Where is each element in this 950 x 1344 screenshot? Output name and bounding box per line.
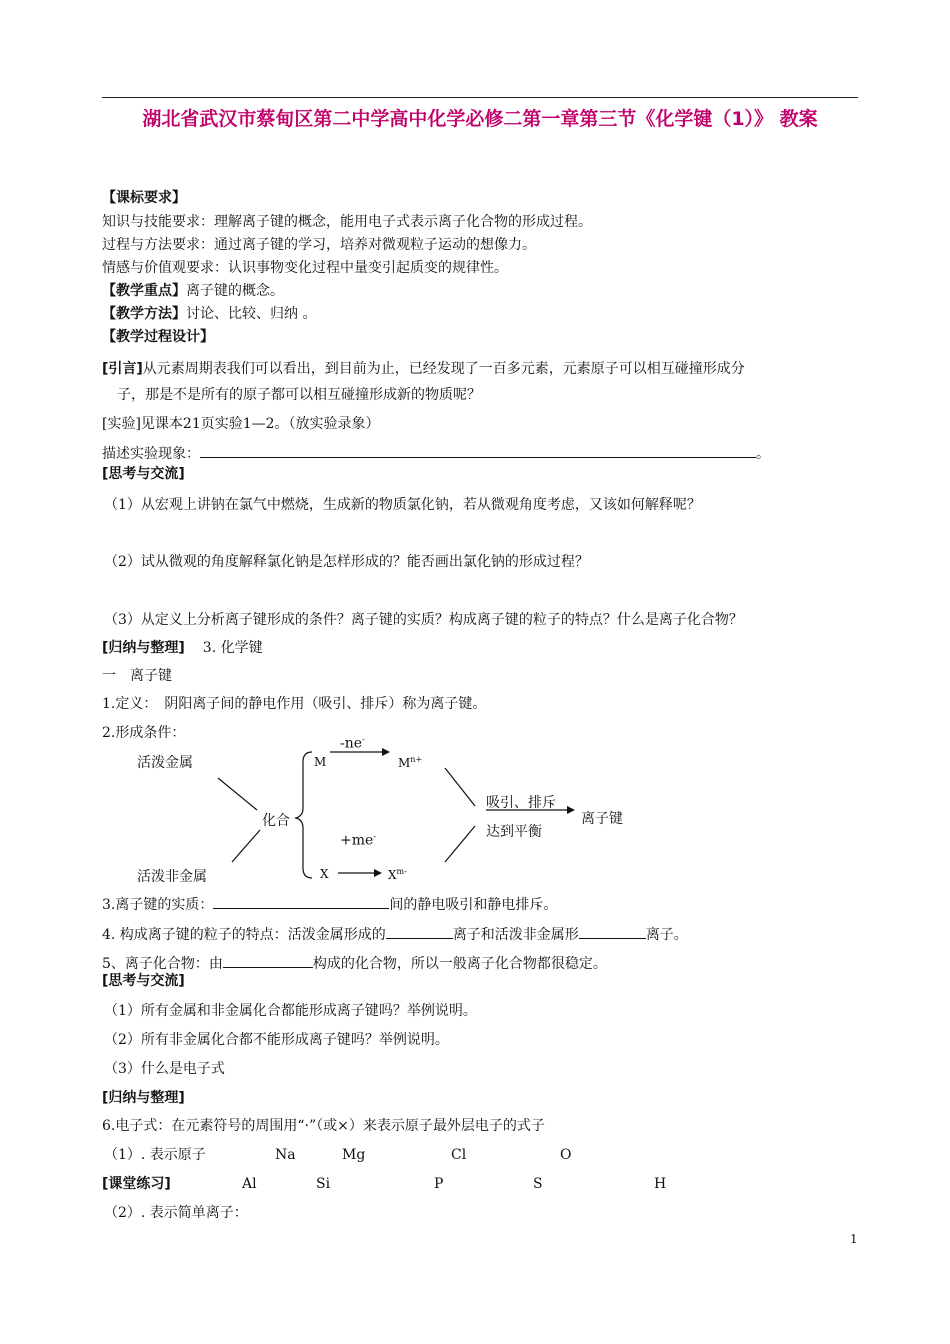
introduction-text: 从元素周期表我们可以看出，到目前为止，已经发现了一百多元素，元素原子可以相互碰撞形成分 xyxy=(142,361,745,377)
process-requirement: 过程与方法要求：通过离子键的学习，培养对微观粒子运动的想像力。 xyxy=(102,237,536,253)
attract-repel-label: 吸引、排斥 xyxy=(486,795,556,811)
symbol-h: H xyxy=(654,1176,667,1192)
nonmetal-connector-line xyxy=(232,830,260,862)
atom-representation-label: （1）. 表示原子 xyxy=(104,1147,206,1163)
gain-electron-sign: - xyxy=(373,832,376,841)
nonmetal-atom-symbol: X xyxy=(320,867,329,881)
question-6: （3）什么是电子式 xyxy=(104,1061,225,1077)
anion-letter: X xyxy=(388,868,397,882)
ionic-compound-blank xyxy=(223,953,313,968)
cation-blank xyxy=(386,924,453,939)
essence-line xyxy=(102,894,557,914)
cation-connector-line xyxy=(445,768,475,806)
question-1: （1）从宏观上讲钠在氯气中燃烧，生成新的物质氯化钠，若从微观角度考虑，又该如何解释呢？ xyxy=(104,497,701,513)
metal-connector-line xyxy=(218,778,257,810)
classroom-practice-heading: [课堂练习] xyxy=(102,1176,171,1192)
think-discuss-heading: [思考与交流] xyxy=(102,466,185,482)
section-process-design: 【教学过程设计】 xyxy=(102,329,214,345)
particle-features-label: 4. 构成离子键的粒子的特点：活泼金属形成的 xyxy=(102,927,386,943)
result-arrowhead xyxy=(567,806,575,814)
question-5: （2）所有非金属化合都不能形成离子键吗？举例说明。 xyxy=(104,1032,449,1048)
equilibrium-label: 达到平衡 xyxy=(486,824,542,840)
symbol-al: Al xyxy=(242,1176,257,1192)
ionic-bond-result-label: 离子键 xyxy=(581,811,623,827)
active-metal-label: 活泼金属 xyxy=(137,755,193,771)
lose-electron-sign: - xyxy=(362,735,365,744)
anion-charge: m- xyxy=(396,867,407,876)
essence-blank xyxy=(213,894,389,909)
cation-letter: M xyxy=(398,756,411,770)
lose-electron-label xyxy=(340,735,365,752)
symbol-mg: Mg xyxy=(342,1147,366,1163)
anion-symbol xyxy=(388,867,407,882)
combine-label: 化合 xyxy=(262,813,290,829)
gain-electron-label xyxy=(340,832,376,849)
question-2: （2）试从微观的角度解释氯化钠是怎样形成的？能否画出氯化钠的形成过程？ xyxy=(104,554,589,570)
symbol-cl: Cl xyxy=(451,1147,467,1163)
formation-conditions-line: 2.形成条件： xyxy=(102,725,186,741)
anion-connector-line xyxy=(445,826,475,862)
symbol-p: P xyxy=(434,1176,444,1192)
ionic-compound-label: 5、离子化合物：由 xyxy=(102,956,223,972)
lose-electron-text: -ne xyxy=(340,735,363,752)
observation-end: 。 xyxy=(756,446,770,462)
essence-label: 3.离子键的实质： xyxy=(102,897,214,913)
electron-formula-definition: 6.电子式：在元素符号的周围用“·”（或×）来表示原子最外层电子的式子 xyxy=(102,1118,545,1134)
symbol-si: Si xyxy=(316,1176,331,1192)
teaching-focus-heading: 【教学重点】 xyxy=(102,283,186,299)
experiment-line: [实验]见课本21页实验1—2。（放实验录象） xyxy=(102,416,380,432)
introduction-heading: [引言] xyxy=(102,361,143,377)
gain-electron-text: +me xyxy=(340,832,374,849)
combine-brace xyxy=(296,752,312,878)
symbol-s: S xyxy=(533,1176,543,1192)
question-4: （1）所有金属和非金属化合都能形成离子键吗？举例说明。 xyxy=(104,1003,477,1019)
particle-features-line xyxy=(102,924,688,944)
particle-features-end: 离子。 xyxy=(645,927,688,943)
knowledge-requirement: 知识与技能要求：理解离子键的概念，能用电子式表示离子化合物的形成过程。 xyxy=(102,214,592,230)
summary-heading: [归纳与整理] xyxy=(102,640,185,656)
anion-blank xyxy=(579,924,646,939)
simple-ion-label: （2）. 表示简单离子： xyxy=(104,1205,248,1221)
cation-charge: n+ xyxy=(410,755,423,764)
ionic-compound-line xyxy=(102,953,607,973)
observation-label: 描述实验现象： xyxy=(102,446,200,462)
introduction-continued: 子，那是不是所有的原子都可以相互碰撞形成新的物质呢？ xyxy=(117,387,481,403)
active-nonmetal-label: 活泼非金属 xyxy=(137,869,207,885)
summary-heading-2: [归纳与整理] xyxy=(102,1090,185,1106)
attitude-requirement: 情感与价值观要求：认识事物变化过程中量变引起质变的规律性。 xyxy=(102,260,508,276)
lose-electron-arrowhead xyxy=(382,748,390,756)
particle-features-middle: 离子和活泼非金属形 xyxy=(452,927,579,943)
essence-text: 间的静电吸引和静电排斥。 xyxy=(389,897,558,913)
teaching-method-text: 讨论、比较、归纳 。 xyxy=(186,306,317,322)
metal-atom-symbol: M xyxy=(314,755,327,769)
think-discuss-heading-2: [思考与交流] xyxy=(102,973,185,989)
section-curriculum-requirements: 【课标要求】 xyxy=(102,190,186,206)
summary-text: 3. 化学键 xyxy=(202,640,263,656)
teaching-focus-text: 离子键的概念。 xyxy=(186,283,284,299)
definition-line: 1.定义： 阴阳离子间的静电作用（吸引、排斥）称为离子键。 xyxy=(102,696,487,712)
cation-symbol xyxy=(398,755,422,770)
teaching-method-heading: 【教学方法】 xyxy=(102,306,186,322)
ionic-bond-heading: 一 离子键 xyxy=(102,668,172,684)
gain-electron-arrowhead xyxy=(374,869,382,877)
document-title: 湖北省武汉市蔡甸区第二中学高中化学必修二第一章第三节《化学键（1）》 教案 xyxy=(142,108,818,130)
question-3: （3）从定义上分析离子键形成的条件？离子键的实质？构成离子键的粒子的特点？什么是离子化合物？ xyxy=(104,612,743,628)
page-number: 1 xyxy=(850,1232,858,1246)
symbol-o: O xyxy=(560,1147,572,1163)
ionic-compound-text: 构成的化合物，所以一般离子化合物都很稳定。 xyxy=(312,956,607,972)
symbol-na: Na xyxy=(275,1147,296,1163)
